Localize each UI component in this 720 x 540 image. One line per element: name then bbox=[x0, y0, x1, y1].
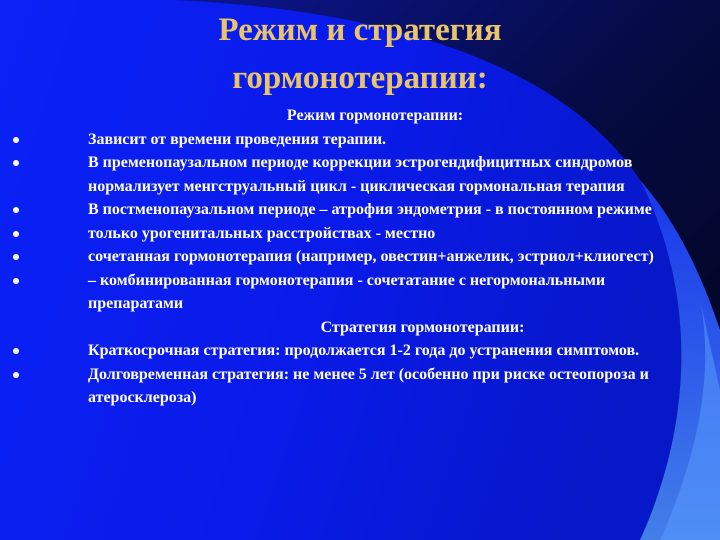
list-item bbox=[10, 269, 670, 316]
list-item bbox=[10, 198, 670, 222]
list-item-text: В пременопаузальном периоде коррекции эстрогендифицитных синдромов нормализует менгструальный цикл - циклическая гормональная терапия bbox=[88, 154, 633, 195]
bullet-icon bbox=[13, 278, 19, 284]
subtitle-mode: Режим гормонотерапии: bbox=[286, 107, 464, 124]
list-item bbox=[10, 151, 670, 198]
slide-title bbox=[180, 6, 540, 102]
bullet-icon bbox=[13, 137, 19, 143]
list-item-text: Долговременная стратегия: не менее 5 лет (особенно при риске остеопороза и атеросклероза) bbox=[88, 365, 649, 406]
bullet-icon bbox=[13, 254, 19, 260]
list-item-text: сочетанная гормонотерапия (например, овестин+анжелик, эстриол+клиогест) bbox=[88, 248, 654, 265]
list-item-text: – комбинированная гормонотерапия - сочетатание с негормональными препаратами bbox=[88, 271, 606, 312]
bullet-icon bbox=[13, 231, 19, 237]
list-item-text: только урогенитальных расстройствах - местно bbox=[88, 224, 436, 242]
list-item bbox=[10, 222, 670, 246]
list-item bbox=[10, 363, 670, 410]
title-line-1: Режим и стратегия bbox=[218, 12, 502, 48]
list-item bbox=[10, 128, 670, 152]
list-item-text: Краткосрочная стратегия: продолжается 1-2 года до устранения симптомов. bbox=[88, 342, 640, 359]
list-item-text: В постменопаузальном периоде – атрофия эндометрия - в постоянном режиме bbox=[88, 201, 652, 218]
bullet-icon bbox=[13, 207, 19, 213]
bullet-icon bbox=[13, 372, 19, 378]
list-item-text: Зависит от времени проведения терапии. bbox=[88, 130, 387, 148]
bullet-icon bbox=[13, 160, 19, 166]
list-item bbox=[10, 245, 670, 269]
bullet-icon bbox=[13, 348, 19, 354]
slide-content bbox=[10, 104, 670, 410]
title-line-2: гормонотерапии: bbox=[232, 60, 488, 96]
subtitle-strategy: Стратегия гормонотерапии: bbox=[320, 318, 525, 336]
list-item bbox=[10, 339, 670, 363]
